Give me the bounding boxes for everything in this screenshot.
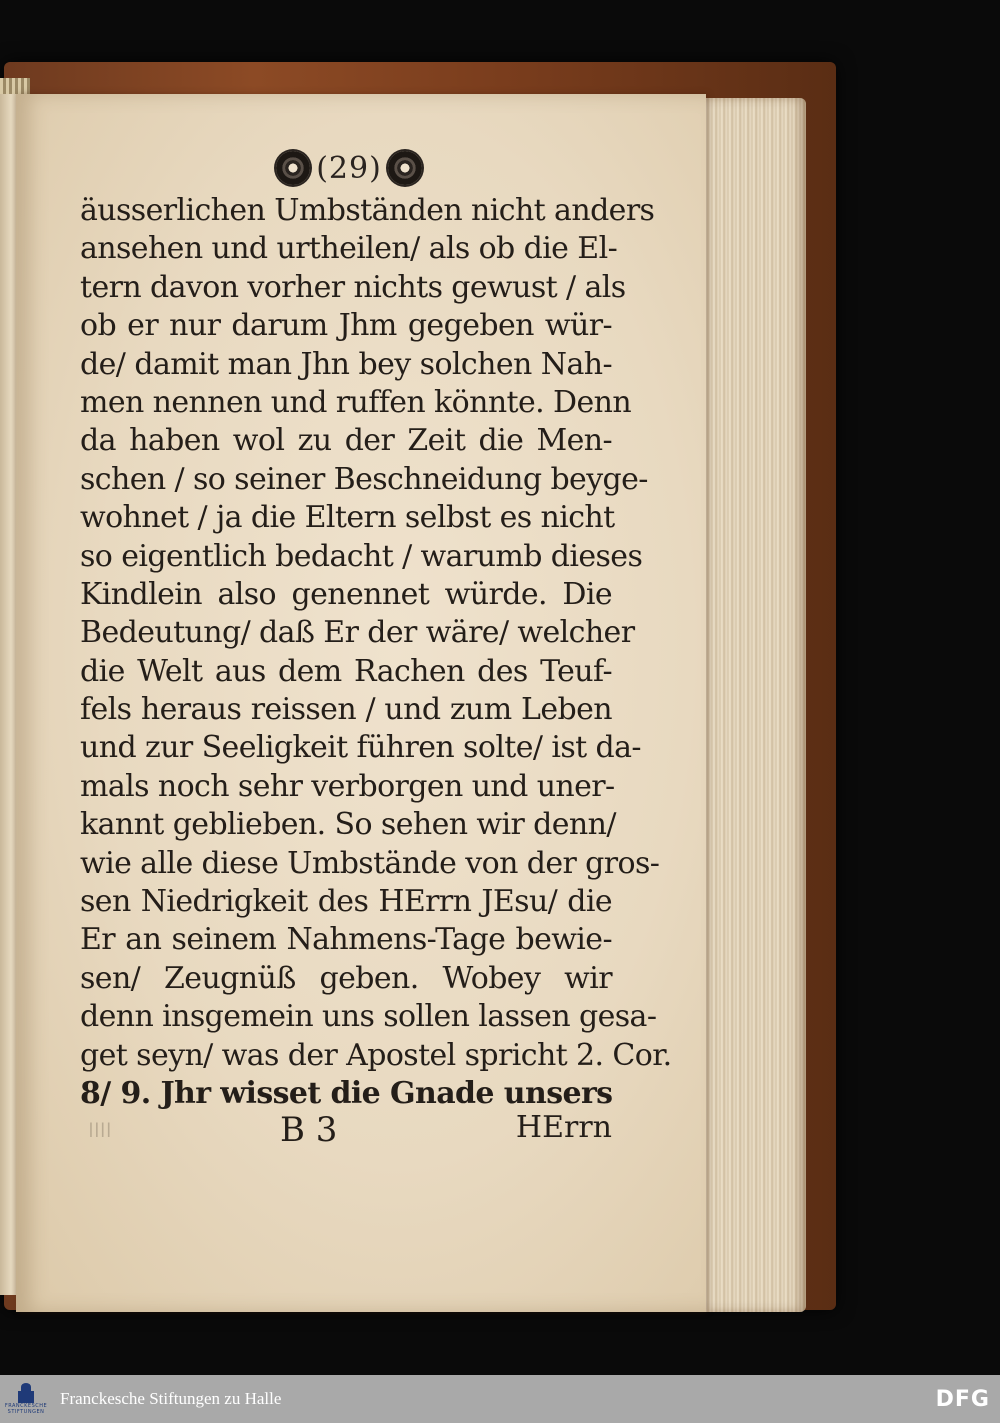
text-line: da haben wol zu der Zeit die Men- bbox=[80, 423, 612, 459]
footer-banner bbox=[0, 1375, 1000, 1423]
text-line: ob er nur darum Jhm gegeben wür- bbox=[80, 308, 612, 344]
page-edges bbox=[694, 98, 806, 1312]
text-line: so eigentlich bedacht / warumb dieses bbox=[80, 538, 643, 574]
text-line: und zur Seeligkeit führen solte/ ist da- bbox=[80, 730, 641, 766]
text-line: sen Niedrigkeit des HErrn JEsu/ die bbox=[80, 884, 612, 920]
text-line: Kindlein also genennet würde. Die bbox=[80, 576, 612, 612]
signature-mark: B 3 bbox=[280, 1110, 338, 1150]
text-line: fels heraus reissen / und zum Leben bbox=[80, 692, 612, 728]
text-line: denn insgemein uns sollen lassen gesa- bbox=[80, 999, 657, 1035]
dfg-logo[interactable]: DFG bbox=[935, 1386, 990, 1412]
text-line: sen/ Zeugnüß geben. Wobey wir bbox=[80, 960, 612, 996]
text-line: 8/ 9. Jhr wisset die Gnade unsers bbox=[80, 1075, 613, 1111]
faint-show-through-mark: ǀǀǀǀ bbox=[88, 1118, 112, 1142]
text-line: schen / so seiner Beschneidung beyge- bbox=[80, 461, 648, 497]
logo-text: FRANCKESCHE STIFTUNGEN bbox=[4, 1403, 48, 1415]
page-number: (29) bbox=[316, 150, 382, 186]
rosette-ornament-icon bbox=[276, 151, 310, 185]
text-line: wie alle diese Umbstände von der gros- bbox=[80, 845, 660, 881]
text-line: ansehen und urtheilen/ als ob die El- bbox=[80, 231, 618, 267]
text-line: mals noch sehr verborgen und uner- bbox=[80, 768, 615, 804]
institution-name[interactable]: Franckesche Stiftungen zu Halle bbox=[60, 1389, 282, 1408]
headband bbox=[0, 78, 30, 94]
page-header bbox=[264, 146, 434, 190]
orphanage-building-icon bbox=[15, 1383, 37, 1403]
text-line: die Welt aus dem Rachen des Teuf- bbox=[80, 653, 612, 689]
page-footer bbox=[80, 1110, 612, 1154]
page-text bbox=[80, 192, 672, 1113]
rosette-ornament-icon bbox=[388, 151, 422, 185]
text-line: Bedeutung/ daß Er der wäre/ welcher bbox=[80, 615, 635, 651]
text-line: men nennen und ruffen könnte. Denn bbox=[80, 384, 632, 420]
text-line: äusserlichen Umbständen nicht anders bbox=[80, 193, 655, 228]
text-line: de/ damit man Jhn bey solchen Nah- bbox=[80, 346, 612, 382]
catchword: HErrn bbox=[515, 1110, 612, 1145]
text-line: tern davon vorher nichts gewust / als bbox=[80, 269, 626, 305]
text-line: kannt geblieben. So sehen wir denn/ bbox=[80, 807, 616, 843]
text-line: wohnet / ja die Eltern selbst es nicht bbox=[80, 500, 615, 536]
institution-logo[interactable] bbox=[0, 1375, 52, 1423]
text-line: get seyn/ was der Apostel spricht 2. Cor. bbox=[80, 1037, 672, 1073]
text-line: Er an seinem Nahmens-Tage bewie- bbox=[80, 922, 612, 958]
